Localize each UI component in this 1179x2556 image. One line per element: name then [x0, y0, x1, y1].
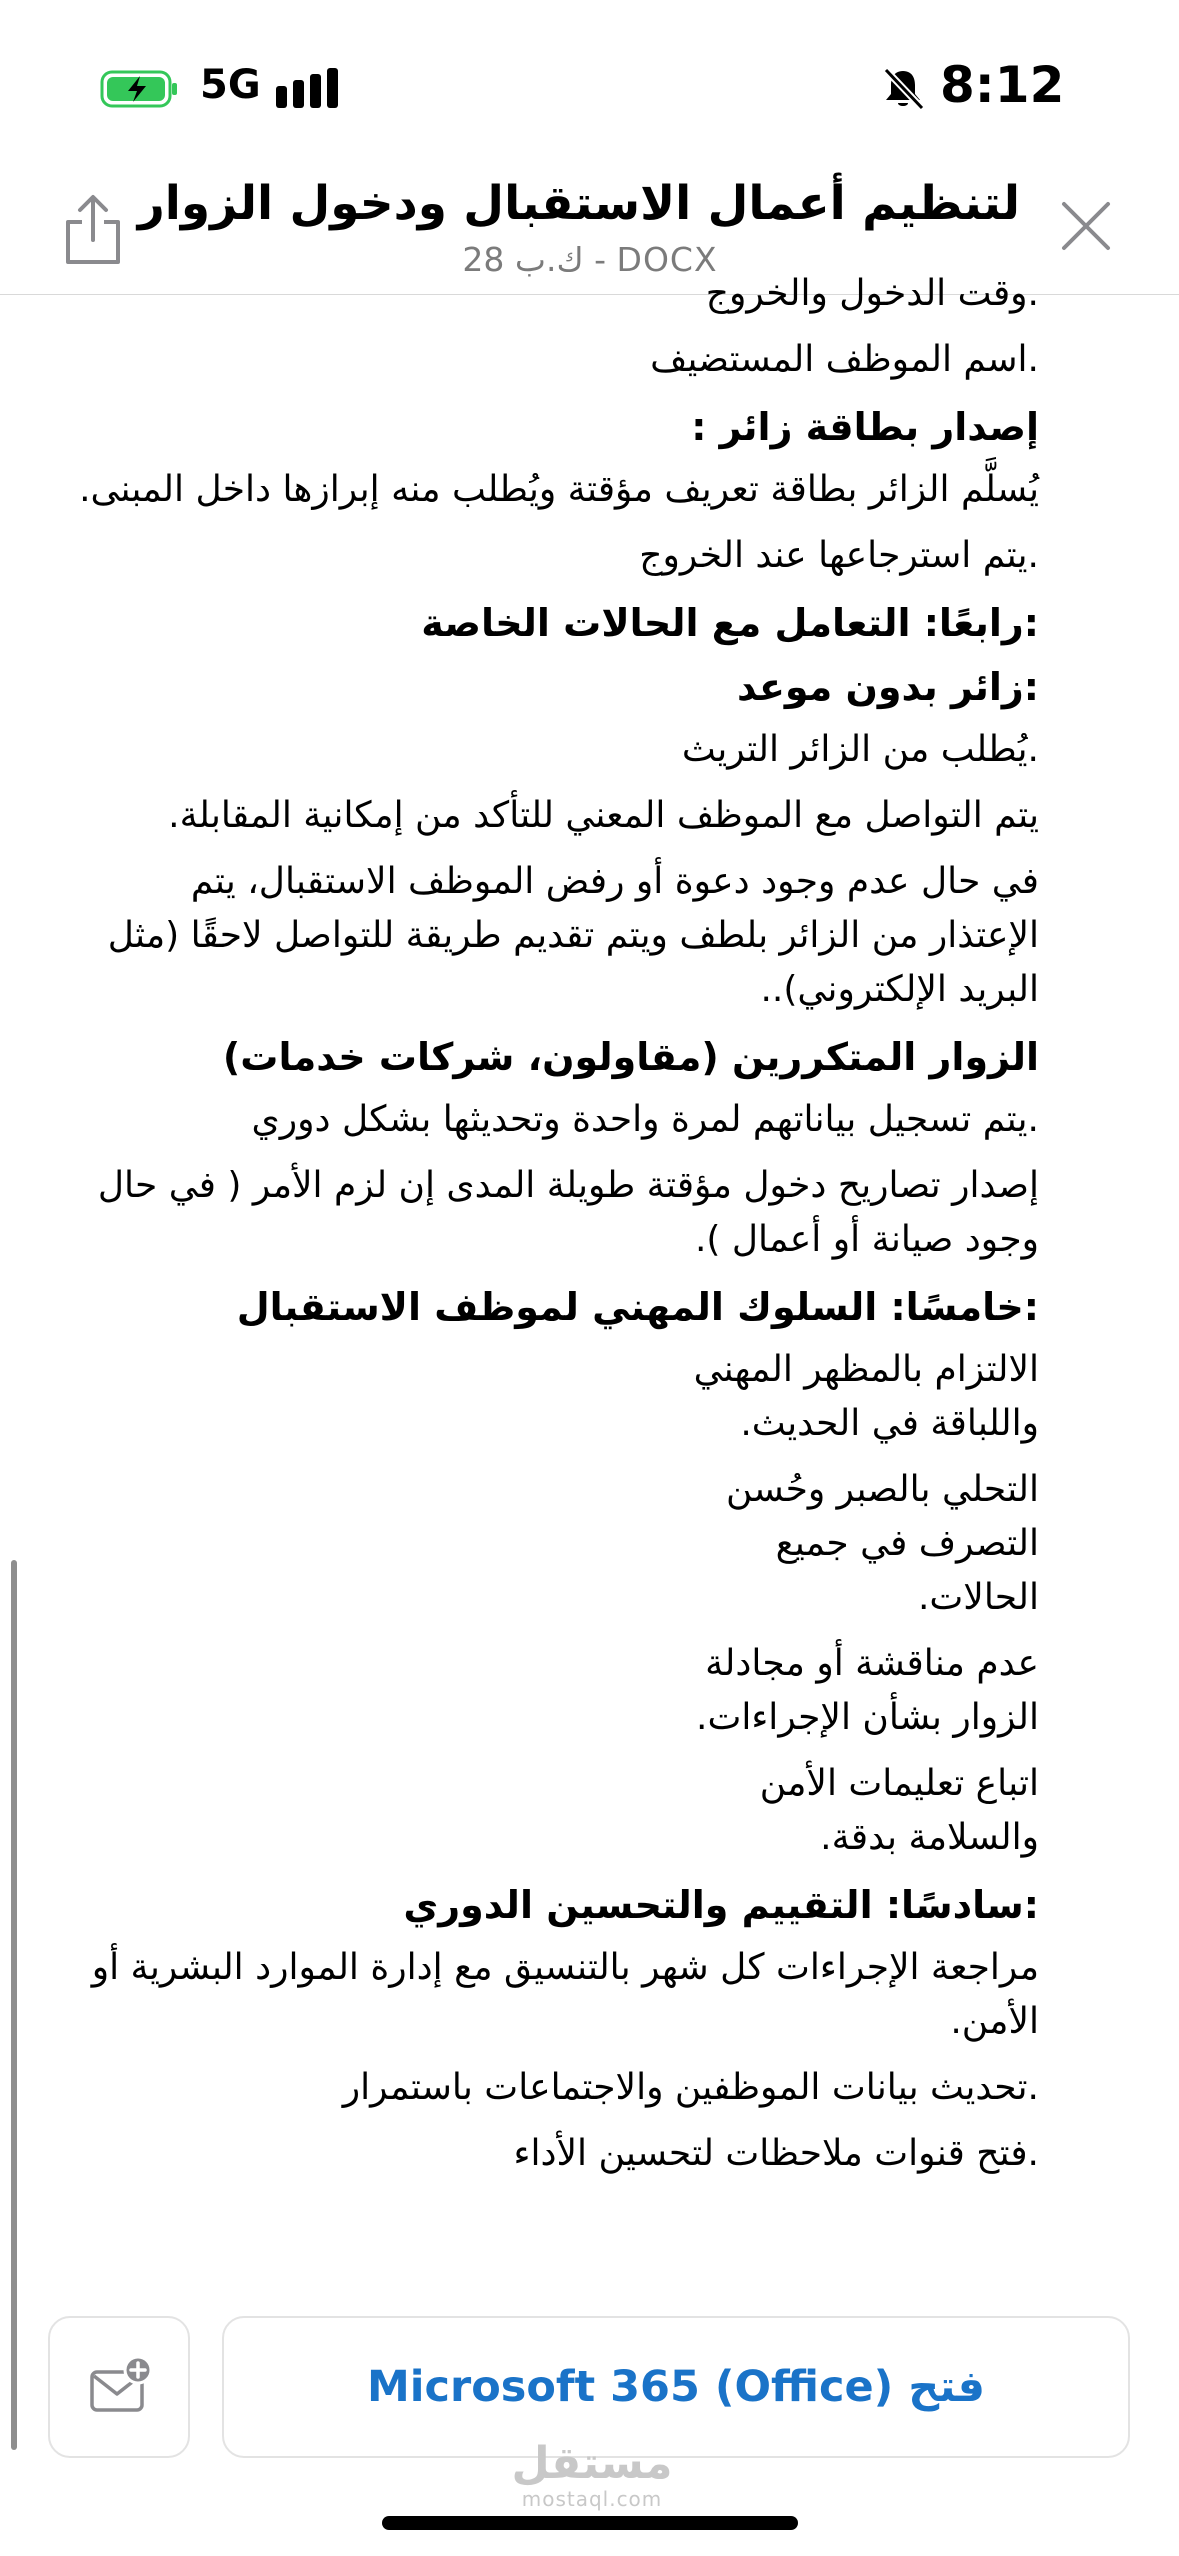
doc-line: مراجعة الإجراءات كل شهر بالتنسيق مع إدارة الموارد البشرية أو الأمن. — [91, 1947, 1039, 2042]
document-title: لتنظيم أعمال الاستقبال ودخول الزوار — [137, 176, 1020, 231]
status-bar — [0, 0, 1179, 170]
doc-line: في حال عدم وجود دعوة أو رفض الموظف الاستقبال، يتم الإعتذار من الزائر بلطف ويتم تقديم طريقة للتواصل لاحقًا (مثل البريد الإلكتروني).. — [107, 861, 1039, 1010]
doc-line: .تحديث بيانات الموظفين والاجتماعات باستمرار — [342, 2067, 1039, 2108]
doc-line: إصدار تصاريح دخول مؤقتة طويلة المدى إن لزم الأمر ( في حال وجود صيانة أو أعمال ). — [97, 1165, 1039, 1260]
doc-heading: إصدار بطاقة زائر : — [691, 405, 1039, 449]
doc-line: الالتزام بالمظهر المهني واللباقة في الحديث. — [693, 1349, 1039, 1444]
doc-line: .وقت الدخول والخروج — [705, 273, 1039, 314]
doc-line: يتم التواصل مع الموظف المعني للتأكد من إمكانية المقابلة. — [168, 795, 1039, 836]
open-in-office-button[interactable] — [222, 2316, 1130, 2458]
doc-heading: :خامسًا: السلوك المهني لموظف الاستقبال — [236, 1285, 1039, 1329]
doc-line: .فتح قنوات ملاحظات لتحسين الأداء — [513, 2133, 1039, 2174]
envelope-add-icon — [88, 2354, 154, 2420]
network-type: 5G — [200, 62, 261, 108]
close-icon[interactable] — [1058, 198, 1114, 254]
document-viewer[interactable] — [0, 273, 1179, 2275]
document-meta: ك.ب 28 - DOCX — [462, 240, 718, 279]
doc-heading: :سادسًا: التقييم والتحسين الدوري — [403, 1883, 1039, 1927]
clock: 8:12 — [940, 56, 1065, 114]
doc-line: .يتم استرجاعها عند الخروج — [639, 535, 1039, 576]
battery-charging-icon — [100, 70, 180, 108]
doc-line: يُسلَّم الزائر بطاقة تعريف مؤقتة ويُطلب منه إبرازها داخل المبنى. — [79, 469, 1039, 510]
doc-line: .يتم تسجيل بياناتهم لمرة واحدة وتحديثها بشكل دوري — [251, 1099, 1039, 1140]
home-indicator[interactable] — [382, 2516, 798, 2530]
doc-heading: الزوار المتكررين (مقاولون، شركات خدمات) — [222, 1035, 1039, 1079]
doc-line: التحلي بالصبر وحُسن التصرف في جميع الحالات. — [726, 1469, 1039, 1618]
doc-line: .يُطلب من الزائر التريث — [681, 729, 1039, 770]
doc-line: عدم مناقشة أو مجادلة الزوار بشأن الإجراءات. — [696, 1643, 1039, 1738]
doc-line: .اسم الموظف المستضيف — [650, 339, 1039, 380]
doc-line: اتباع تعليمات الأمن والسلامة بدقة. — [759, 1763, 1039, 1858]
watermark-logo — [502, 2440, 682, 2510]
scrollbar[interactable] — [11, 1560, 17, 2450]
document-content — [79, 267, 1039, 2193]
doc-heading: :زائر بدون موعد — [737, 665, 1039, 709]
share-icon[interactable] — [58, 190, 128, 270]
watermark-arabic: مستقل — [511, 2438, 673, 2489]
open-in-office-label: فتح Microsoft 365 (Office) — [366, 2362, 985, 2412]
mail-compose-button[interactable] — [48, 2316, 190, 2458]
bell-slash-icon — [880, 66, 926, 112]
watermark-latin: mostaql.com — [521, 2487, 663, 2511]
signal-strength-icon — [276, 68, 344, 108]
doc-heading: :رابعًا: التعامل مع الحالات الخاصة — [421, 601, 1039, 645]
